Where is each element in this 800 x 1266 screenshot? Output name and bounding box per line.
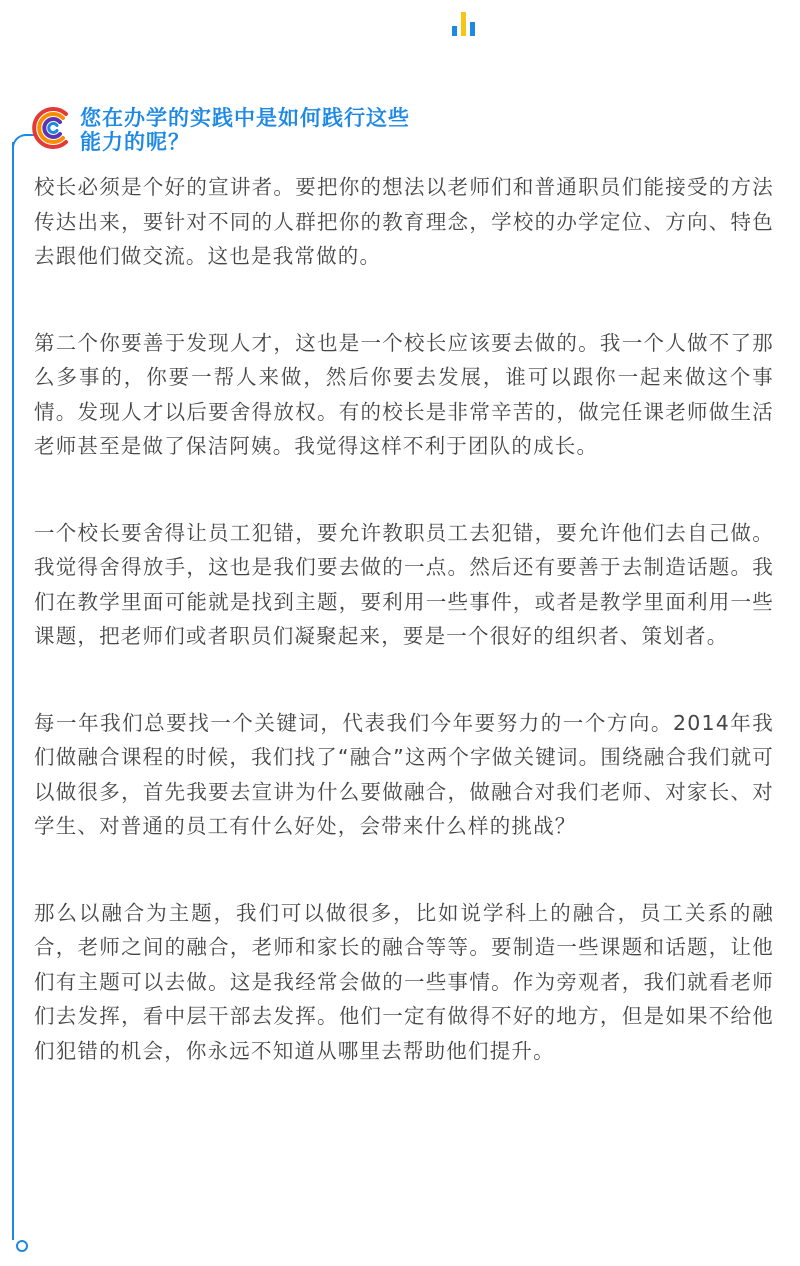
paragraph-4: 每一年我们总要找一个关键词，代表我们今年要努力的一个方向。2014年我们做融合课程的时候，我们找了“融合”这两个字做关键词。围绕融合我们就可以做很多，首先我要去宣讲为什么要做融合，做融合对我们老师、对家长、对学生、对普通的员工有什么好处，会带来什么样的挑战？ (34, 710, 774, 838)
page-title-line-1: 您在办学的实践中是如何践行这些 (80, 106, 410, 130)
section-heading (30, 102, 590, 154)
bar-chart-icon-bar-left (452, 26, 457, 36)
paragraph-2: 第二个你要善于发现人才，这也是一个校长应该要去做的。我一个人做不了那么多事的，你要一帮人来做，然后你要去发展，谁可以跟你一起来做这个事情。发现人才以后要舍得放权。有的校长是非常辛苦的，做完任课老师做生活老师甚至是做了保洁阿姨。我觉得这样不利于团队的成长。 (34, 330, 774, 458)
page-title (80, 106, 560, 154)
bar-chart-icon (452, 10, 476, 38)
concentric-c-logo-icon (30, 106, 74, 150)
decorative-frame-line (12, 142, 14, 1240)
paragraph-5: 那么以融合为主题，我们可以做很多，比如说学科上的融合，员工关系的融合，老师之间的融合，老师和家长的融合等等。要制造一些课题和话题，让他们有主题可以去做。这是我经常会做的一些事情。作为旁观者，我们就看老师们去发挥，看中层干部去发挥。他们一定有做得不好的地方，但是如果不给他们犯错的机会，你永远不知道从哪里去帮助他们提升。 (34, 900, 774, 1063)
paragraph-1: 校长必须是个好的宣讲者。要把你的想法以老师们和普通职员们能接受的方法传达出来，要针对不同的人群把你的教育理念，学校的办学定位、方向、特色去跟他们做交流。这也是我常做的。 (34, 175, 774, 268)
bar-chart-icon-bar-right (470, 22, 475, 36)
paragraph-3: 一个校长要舍得让员工犯错，要允许教职员工去犯错，要允许他们去自己做。我觉得舍得放手，这也是我们要去做的一点。然后还有要善于去制造话题。我们在教学里面可能就是找到主题，要利用一些事件，或者是教学里面利用一些课题，把老师们或者职员们凝聚起来，要是一个很好的组织者、策划者。 (34, 520, 774, 648)
bar-chart-icon-bar-middle (461, 12, 466, 36)
decorative-frame-dot (16, 1240, 28, 1252)
page-title-line-2: 能力的呢？ (80, 130, 190, 154)
article-body (34, 170, 774, 1068)
